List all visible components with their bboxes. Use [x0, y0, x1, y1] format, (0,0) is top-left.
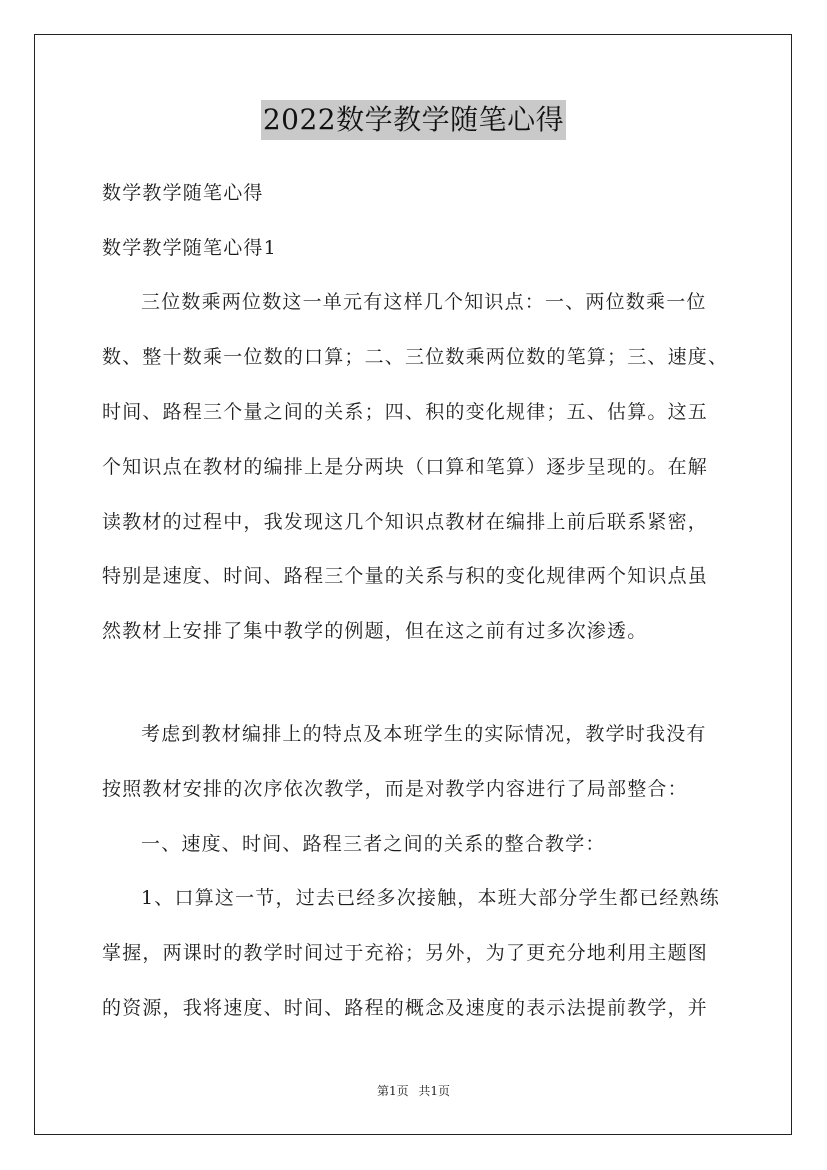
paragraph-line: 然教材上安排了集中教学的例题，但在这之前有过多次渗透。 [102, 620, 648, 642]
section-heading: 数学教学随笔心得1 [102, 237, 277, 259]
paragraph-line: 按照教材安排的次序依次教学，而是对教学内容进行了局部整合： [102, 778, 688, 800]
paragraph-line: 三位数乘两位数这一单元有这样几个知识点：一、两位数乘一位 [141, 291, 707, 313]
paragraph-line: 的资源，我将速度、时间、路程的概念及速度的表示法提前教学，并 [102, 997, 709, 1019]
paragraph-line: 考虑到教材编排上的特点及本班学生的实际情况，教学时我没有 [141, 723, 707, 745]
page-number: 第1页 [376, 1084, 409, 1098]
page-footer [0, 1083, 827, 1099]
paragraph-line: 读教材的过程中，我发现这几个知识点教材在编排上前后联系紧密， [102, 511, 709, 533]
title-container [0, 100, 827, 140]
paragraph-line: 特别是速度、时间、路程三个量的关系与积的变化规律两个知识点虽 [102, 565, 709, 587]
document-title: 2022数学教学随笔心得 [261, 100, 566, 140]
paragraph-line: 一、速度、时间、路程三者之间的关系的整合教学： [141, 833, 606, 855]
document-subtitle: 数学教学随笔心得 [102, 182, 264, 204]
paragraph-line: 时间、路程三个量之间的关系；四、积的变化规律；五、估算。这五 [102, 401, 709, 423]
paragraph-line: 数、整十数乘一位数的口算；二、三位数乘两位数的笔算；三、速度、 [102, 346, 729, 368]
page-total: 共1页 [418, 1084, 451, 1098]
paragraph-line: 1、口算这一节，过去已经多次接触，本班大部分学生都已经熟练 [141, 887, 720, 909]
paragraph-line: 掌握，两课时的教学时间过于充裕；另外，为了更充分地利用主题图 [102, 942, 709, 964]
paragraph-line: 个知识点在教材的编排上是分两块（口算和笔算）逐步呈现的。在解 [102, 456, 709, 478]
